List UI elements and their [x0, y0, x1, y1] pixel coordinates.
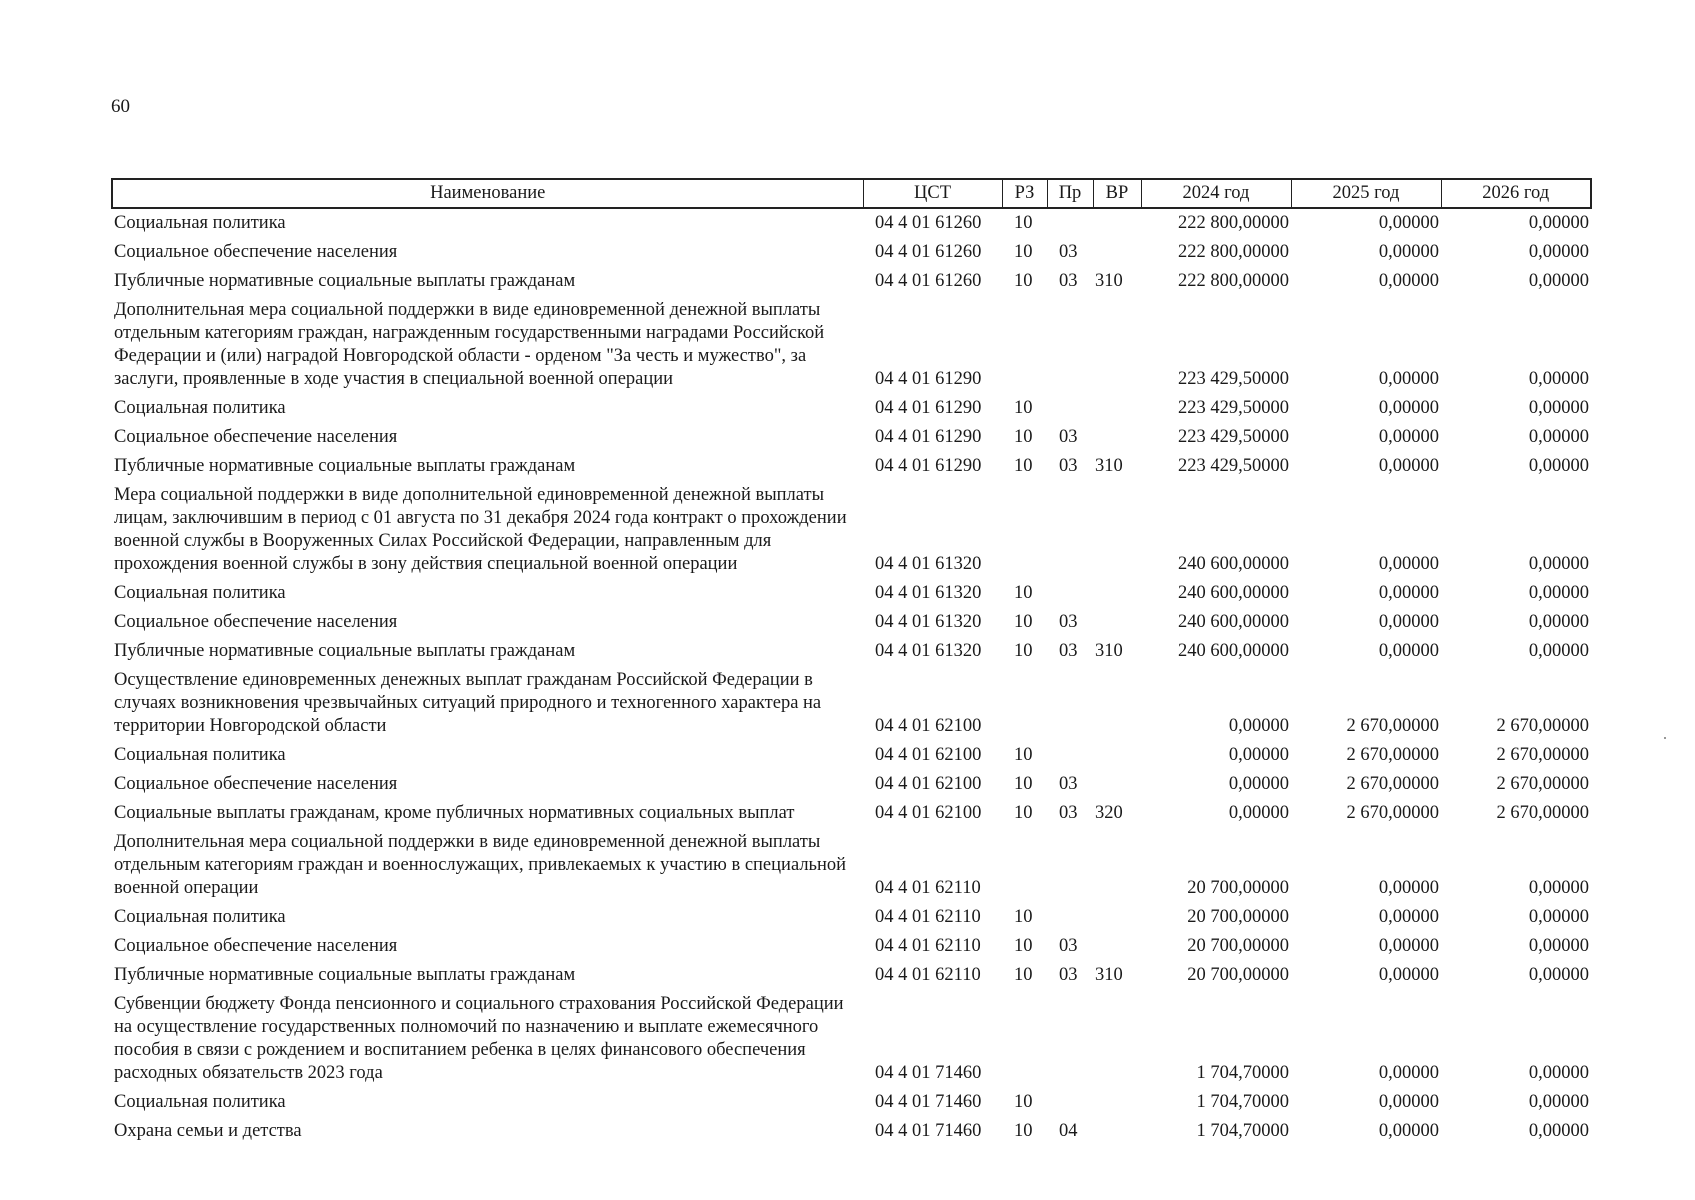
table-row — [112, 208, 1591, 238]
cell-y2024: 222 800,00000 — [1178, 213, 1289, 233]
cell-cst: 04 4 01 62110 — [875, 936, 981, 956]
cell-vr — [1093, 296, 1141, 394]
cell-rz — [1002, 296, 1047, 394]
cell-y2024: 223 429,50000 — [1178, 427, 1289, 447]
cell-pr — [1047, 296, 1093, 394]
header-2024: 2024 год — [1141, 179, 1291, 208]
cell-y2025: 0,00000 — [1378, 369, 1439, 389]
cell-y2024: 0,00000 — [1228, 716, 1289, 736]
table-row — [112, 267, 1591, 296]
cell-y2026: 0,00000 — [1528, 583, 1589, 603]
table-row — [112, 770, 1591, 799]
cell-y2024: 223 429,50000 — [1178, 398, 1289, 418]
cell-y2025: 0,00000 — [1378, 936, 1439, 956]
cell-y2024: 20 700,00000 — [1187, 907, 1289, 927]
cell-y2025: 0,00000 — [1378, 878, 1439, 898]
cell-vr: 310 — [1095, 271, 1123, 291]
cell-pr — [1047, 1088, 1093, 1117]
cell-name: Публичные нормативные социальные выплаты гражданам — [114, 641, 576, 661]
table-body — [112, 208, 1591, 1146]
cell-vr — [1093, 770, 1141, 799]
cell-pr: 03 — [1059, 936, 1078, 956]
cell-vr — [1093, 828, 1141, 903]
cell-y2025: 0,00000 — [1378, 1121, 1439, 1141]
cell-vr — [1093, 423, 1141, 452]
cell-rz: 10 — [1014, 936, 1033, 956]
cell-name: Социальная политика — [114, 745, 286, 765]
cell-pr: 03 — [1059, 242, 1078, 262]
table-row — [112, 828, 1591, 903]
table-row — [112, 903, 1591, 932]
cell-rz: 10 — [1014, 583, 1033, 603]
header-rz: РЗ — [1002, 179, 1047, 208]
cell-rz — [1002, 666, 1047, 741]
cell-y2026: 2 670,00000 — [1496, 803, 1589, 823]
cell-y2024: 1 704,70000 — [1196, 1092, 1289, 1112]
cell-name: Публичные нормативные социальные выплаты гражданам — [114, 456, 576, 476]
header-row — [112, 179, 1591, 208]
cell-pr — [1047, 481, 1093, 579]
table-row — [112, 296, 1591, 394]
cell-vr — [1093, 481, 1141, 579]
cell-cst: 04 4 01 62100 — [875, 716, 982, 736]
cell-y2024: 240 600,00000 — [1178, 641, 1289, 661]
cell-cst: 04 4 01 71460 — [875, 1092, 982, 1112]
cell-y2026: 0,00000 — [1528, 213, 1589, 233]
cell-y2024: 223 429,50000 — [1178, 369, 1289, 389]
cell-pr: 04 — [1059, 1121, 1078, 1141]
cell-pr: 03 — [1059, 774, 1078, 794]
cell-cst: 04 4 01 61290 — [875, 398, 982, 418]
cell-y2026: 0,00000 — [1528, 369, 1589, 389]
table-row — [112, 1088, 1591, 1117]
cell-y2026: 0,00000 — [1528, 242, 1589, 262]
cell-y2024: 240 600,00000 — [1178, 612, 1289, 632]
cell-pr: 03 — [1059, 271, 1078, 291]
cell-vr — [1093, 208, 1141, 238]
cell-y2025: 0,00000 — [1378, 583, 1439, 603]
cell-y2024: 222 800,00000 — [1178, 271, 1289, 291]
cell-y2025: 0,00000 — [1378, 427, 1439, 447]
cell-y2025: 0,00000 — [1378, 456, 1439, 476]
cell-y2025: 0,00000 — [1378, 213, 1439, 233]
cell-name: Социальное обеспечение населения — [114, 774, 398, 794]
cell-y2024: 20 700,00000 — [1187, 878, 1289, 898]
cell-vr — [1093, 932, 1141, 961]
cell-cst: 04 4 01 61290 — [875, 427, 982, 447]
cell-rz — [1002, 481, 1047, 579]
cell-cst: 04 4 01 62110 — [875, 907, 981, 927]
cell-vr — [1093, 579, 1141, 608]
cell-vr — [1093, 666, 1141, 741]
cell-y2025: 0,00000 — [1378, 271, 1439, 291]
cell-y2024: 0,00000 — [1228, 774, 1289, 794]
cell-y2024: 222 800,00000 — [1178, 242, 1289, 262]
cell-y2026: 0,00000 — [1528, 936, 1589, 956]
cell-y2026: 0,00000 — [1528, 878, 1589, 898]
cell-vr: 310 — [1095, 456, 1123, 476]
cell-cst: 04 4 01 71460 — [875, 1063, 982, 1083]
table-row — [112, 990, 1591, 1088]
table-row — [112, 452, 1591, 481]
cell-y2024: 223 429,50000 — [1178, 456, 1289, 476]
cell-y2025: 0,00000 — [1378, 398, 1439, 418]
cell-name: Субвенции бюджету Фонда пенсионного и социального страхования Российской Федерации на осуществление государственных полномочий по назначению и выплате ежемесячного пособия в связи с рождением и воспитанием ребенка в целях финансового обеспечения расходных обязательств 2023 года — [114, 994, 844, 1083]
cell-y2024: 0,00000 — [1228, 803, 1289, 823]
cell-rz: 10 — [1014, 965, 1033, 985]
cell-rz: 10 — [1014, 1121, 1033, 1141]
cell-rz: 10 — [1014, 1092, 1033, 1112]
cell-y2025: 2 670,00000 — [1346, 716, 1439, 736]
cell-pr: 03 — [1059, 612, 1078, 632]
scan-dot — [1664, 737, 1666, 739]
table-row — [112, 961, 1591, 990]
cell-cst: 04 4 01 62100 — [875, 774, 982, 794]
table-row — [112, 238, 1591, 267]
cell-y2026: 0,00000 — [1528, 554, 1589, 574]
cell-pr — [1047, 903, 1093, 932]
cell-name: Социальная политика — [114, 1092, 286, 1112]
cell-y2026: 0,00000 — [1528, 271, 1589, 291]
cell-vr — [1093, 741, 1141, 770]
cell-vr — [1093, 238, 1141, 267]
table-row — [112, 666, 1591, 741]
cell-pr: 03 — [1059, 641, 1078, 661]
cell-name: Социальная политика — [114, 583, 286, 603]
cell-pr — [1047, 208, 1093, 238]
cell-y2025: 0,00000 — [1378, 907, 1439, 927]
cell-y2024: 0,00000 — [1228, 745, 1289, 765]
table-row — [112, 799, 1591, 828]
table-row — [112, 481, 1591, 579]
cell-pr: 03 — [1059, 965, 1078, 985]
cell-cst: 04 4 01 62100 — [875, 803, 982, 823]
cell-rz: 10 — [1014, 271, 1033, 291]
cell-vr — [1093, 608, 1141, 637]
cell-name: Социальная политика — [114, 907, 286, 927]
table-row — [112, 423, 1591, 452]
cell-y2024: 1 704,70000 — [1196, 1063, 1289, 1083]
cell-name: Социальные выплаты гражданам, кроме публичных нормативных социальных выплат — [114, 803, 795, 823]
cell-y2026: 0,00000 — [1528, 612, 1589, 632]
cell-pr — [1047, 394, 1093, 423]
cell-y2025: 0,00000 — [1378, 965, 1439, 985]
cell-name: Публичные нормативные социальные выплаты гражданам — [114, 271, 576, 291]
table-row — [112, 394, 1591, 423]
table-row — [112, 932, 1591, 961]
cell-vr: 320 — [1095, 803, 1123, 823]
cell-y2024: 1 704,70000 — [1196, 1121, 1289, 1141]
cell-rz — [1002, 828, 1047, 903]
cell-pr — [1047, 990, 1093, 1088]
budget-table — [111, 178, 1592, 1146]
cell-name: Осуществление единовременных денежных выплат гражданам Российской Федерации в случаях возникновения чрезвычайных ситуаций природного и техногенного характера на территории Новгородской области — [114, 670, 822, 736]
cell-y2025: 2 670,00000 — [1346, 774, 1439, 794]
cell-name: Социальное обеспечение населения — [114, 612, 398, 632]
cell-y2025: 0,00000 — [1378, 641, 1439, 661]
cell-vr — [1093, 394, 1141, 423]
cell-pr — [1047, 828, 1093, 903]
cell-y2025: 0,00000 — [1378, 1092, 1439, 1112]
cell-name: Охрана семьи и детства — [114, 1121, 302, 1141]
cell-y2025: 0,00000 — [1378, 612, 1439, 632]
cell-y2025: 0,00000 — [1378, 1063, 1439, 1083]
table-header — [112, 179, 1591, 208]
cell-y2024: 20 700,00000 — [1187, 936, 1289, 956]
cell-cst: 04 4 01 71460 — [875, 1121, 982, 1141]
cell-cst: 04 4 01 61320 — [875, 583, 982, 603]
cell-cst: 04 4 01 61260 — [875, 213, 982, 233]
cell-y2026: 2 670,00000 — [1496, 745, 1589, 765]
header-cst: ЦСТ — [863, 179, 1002, 208]
table-row — [112, 637, 1591, 666]
cell-rz: 10 — [1014, 803, 1033, 823]
table-row — [112, 579, 1591, 608]
cell-vr — [1093, 903, 1141, 932]
cell-rz: 10 — [1014, 745, 1033, 765]
cell-y2026: 0,00000 — [1528, 1092, 1589, 1112]
cell-pr — [1047, 579, 1093, 608]
cell-y2025: 2 670,00000 — [1346, 803, 1439, 823]
cell-name: Дополнительная мера социальной поддержки в виде единовременной денежной выплаты отдельным категориям граждан, награжденным государственными наградами Российской Федерации и (или) наградой Новгородской области - орденом "За честь и мужество", за заслуги, проявленные в ходе участия в специальной военной операции — [114, 300, 825, 389]
cell-name: Мера социальной поддержки в виде дополнительной единовременной денежной выплаты лицам, заключившим в период с 01 августа по 31 декабря 2024 года контракт о прохождении военной службы в Вооруженных Силах Российской Федерации, направленным для прохождения военной службы в зону действия специальной военной операции — [114, 485, 847, 574]
cell-y2026: 0,00000 — [1528, 398, 1589, 418]
cell-y2025: 0,00000 — [1378, 242, 1439, 262]
cell-name: Социальное обеспечение населения — [114, 427, 398, 447]
cell-name: Социальная политика — [114, 213, 286, 233]
table-row — [112, 608, 1591, 637]
header-2026: 2026 год — [1441, 179, 1591, 208]
cell-y2026: 2 670,00000 — [1496, 774, 1589, 794]
cell-vr — [1093, 1117, 1141, 1146]
cell-rz — [1002, 990, 1047, 1088]
cell-name: Социальное обеспечение населения — [114, 242, 398, 262]
cell-cst: 04 4 01 62100 — [875, 745, 982, 765]
cell-vr — [1093, 990, 1141, 1088]
cell-cst: 04 4 01 61290 — [875, 456, 982, 476]
table-row — [112, 741, 1591, 770]
cell-rz: 10 — [1014, 907, 1033, 927]
cell-rz: 10 — [1014, 774, 1033, 794]
cell-cst: 04 4 01 61260 — [875, 271, 982, 291]
cell-name: Социальное обеспечение населения — [114, 936, 398, 956]
cell-cst: 04 4 01 61320 — [875, 554, 982, 574]
cell-rz: 10 — [1014, 242, 1033, 262]
cell-y2026: 0,00000 — [1528, 1121, 1589, 1141]
cell-y2026: 0,00000 — [1528, 427, 1589, 447]
cell-y2026: 0,00000 — [1528, 641, 1589, 661]
cell-y2026: 0,00000 — [1528, 456, 1589, 476]
header-name: Наименование — [112, 179, 863, 208]
header-vr: ВР — [1093, 179, 1141, 208]
cell-y2026: 0,00000 — [1528, 907, 1589, 927]
cell-y2026: 0,00000 — [1528, 965, 1589, 985]
cell-cst: 04 4 01 61320 — [875, 641, 982, 661]
cell-rz: 10 — [1014, 641, 1033, 661]
cell-y2024: 20 700,00000 — [1187, 965, 1289, 985]
cell-rz: 10 — [1014, 427, 1033, 447]
header-2025: 2025 год — [1291, 179, 1441, 208]
cell-cst: 04 4 01 61290 — [875, 369, 982, 389]
cell-cst: 04 4 01 61260 — [875, 242, 982, 262]
cell-y2025: 0,00000 — [1378, 554, 1439, 574]
cell-pr: 03 — [1059, 803, 1078, 823]
cell-name: Публичные нормативные социальные выплаты гражданам — [114, 965, 576, 985]
cell-cst: 04 4 01 61320 — [875, 612, 982, 632]
cell-name: Дополнительная мера социальной поддержки в виде единовременной денежной выплаты отдельным категориям граждан и военнослужащих, привлекаемых к участию в специальной военной операции — [114, 832, 847, 898]
cell-name: Социальная политика — [114, 398, 286, 418]
cell-y2026: 0,00000 — [1528, 1063, 1589, 1083]
cell-pr — [1047, 741, 1093, 770]
cell-vr — [1093, 1088, 1141, 1117]
header-pr: Пр — [1047, 179, 1093, 208]
cell-rz: 10 — [1014, 398, 1033, 418]
cell-cst: 04 4 01 62110 — [875, 878, 981, 898]
cell-pr: 03 — [1059, 427, 1078, 447]
table-row — [112, 1117, 1591, 1146]
cell-cst: 04 4 01 62110 — [875, 965, 981, 985]
cell-rz: 10 — [1014, 213, 1033, 233]
cell-y2025: 2 670,00000 — [1346, 745, 1439, 765]
cell-vr: 310 — [1095, 641, 1123, 661]
cell-rz: 10 — [1014, 612, 1033, 632]
cell-y2026: 2 670,00000 — [1496, 716, 1589, 736]
cell-y2024: 240 600,00000 — [1178, 583, 1289, 603]
cell-pr — [1047, 666, 1093, 741]
page-number: 60 — [111, 96, 130, 117]
cell-pr: 03 — [1059, 456, 1078, 476]
cell-y2024: 240 600,00000 — [1178, 554, 1289, 574]
cell-vr: 310 — [1095, 965, 1123, 985]
cell-rz: 10 — [1014, 456, 1033, 476]
